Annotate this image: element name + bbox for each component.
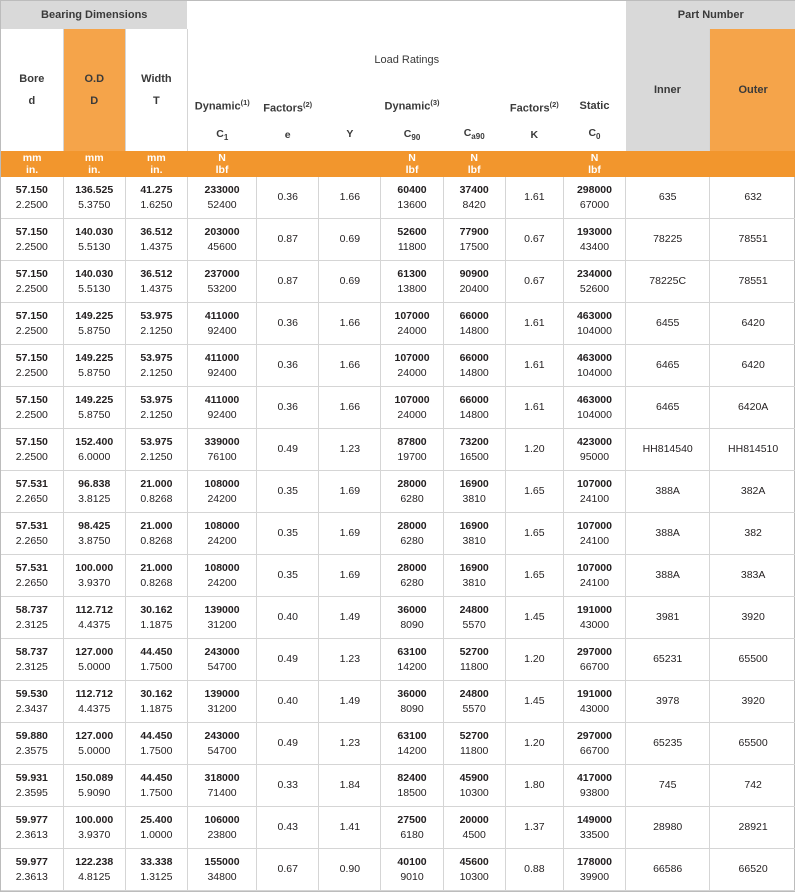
col-header-outer-line1: Outer (738, 84, 768, 96)
cell: 0.40 (257, 597, 319, 639)
label-dynamic-c90: Dynamic (384, 100, 431, 113)
cell: 41.275 1.6250 (125, 177, 187, 219)
cell: 73200 16500 (443, 429, 505, 471)
cell: 53.975 2.1250 (125, 345, 187, 387)
cell: 59.931 2.3595 (1, 765, 63, 807)
cell: 66520 (710, 849, 795, 891)
cell: 107000 24000 (381, 303, 443, 345)
units-c1-n: N (218, 151, 226, 164)
cell: 745 (626, 765, 710, 807)
cell: 383A (710, 555, 795, 597)
cell: 21.000 0.8268 (125, 555, 187, 597)
cell: 25.400 1.0000 (125, 807, 187, 849)
units-k (505, 151, 563, 177)
col-header-bore (1, 29, 63, 151)
units-ca90-n: N (470, 151, 478, 164)
cell: 382A (710, 471, 795, 513)
cell: 30.162 1.1875 (125, 681, 187, 723)
group-bearing-dimensions: Bearing Dimensions (1, 1, 187, 29)
table-row (1, 387, 795, 429)
cell: 100.000 3.9370 (63, 555, 125, 597)
col-header-k: Factors$^{(2)}$ K (505, 91, 563, 151)
cell: 122.238 4.8125 (63, 849, 125, 891)
cell: 27500 6180 (381, 807, 443, 849)
cell: 0.67 (505, 261, 563, 303)
units-c90-n: N (408, 151, 416, 164)
cell: 1.61 (505, 303, 563, 345)
cell: 1.49 (319, 597, 381, 639)
cell: 1.69 (319, 555, 381, 597)
cell: 57.150 2.2500 (1, 345, 63, 387)
units-c1 (187, 151, 256, 177)
cell: 0.49 (257, 639, 319, 681)
table-row (1, 429, 795, 471)
cell: 106000 23800 (187, 807, 256, 849)
units-c1-lbf: lbf (215, 164, 229, 176)
cell: 1.49 (319, 681, 381, 723)
units-y (319, 151, 381, 177)
cell: 16900 3810 (443, 471, 505, 513)
cell: 28000 6280 (381, 471, 443, 513)
cell: 417000 93800 (563, 765, 625, 807)
cell: 82400 18500 (381, 765, 443, 807)
cell: 6420 (710, 303, 795, 345)
cell: 0.69 (319, 261, 381, 303)
cell: 107000 24000 (381, 345, 443, 387)
cell: 1.80 (505, 765, 563, 807)
cell: 45900 10300 (443, 765, 505, 807)
cell: 388A (626, 471, 710, 513)
spacer-outer (710, 29, 795, 151)
col-header-width (126, 29, 187, 151)
cell: 65231 (626, 639, 710, 681)
table-row (1, 177, 795, 219)
cell: 0.49 (257, 723, 319, 765)
cell: 178000 39900 (563, 849, 625, 891)
cell: 66000 14800 (443, 387, 505, 429)
cell: 28980 (626, 807, 710, 849)
cell: 339000 76100 (187, 429, 256, 471)
sup-factors-2: (2) (549, 99, 559, 109)
cell: 6455 (626, 303, 710, 345)
cell: 36.512 1.4375 (125, 219, 187, 261)
cell: 57.150 2.2500 (1, 303, 63, 345)
cell: 243000 54700 (187, 639, 256, 681)
cell: 16900 3810 (443, 555, 505, 597)
cell: 37400 8420 (443, 177, 505, 219)
cell: 1.65 (505, 555, 563, 597)
cell: 28921 (710, 807, 795, 849)
cell: 107000 24100 (563, 555, 625, 597)
table-row (1, 807, 795, 849)
table-body (1, 177, 795, 891)
table-row (1, 513, 795, 555)
col-header-bore-line2: d (28, 95, 36, 107)
cell: 77900 17500 (443, 219, 505, 261)
cell: 152.400 6.0000 (63, 429, 125, 471)
cell: 57.531 2.2650 (1, 471, 63, 513)
cell: 107000 24000 (381, 387, 443, 429)
cell: 59.880 2.3575 (1, 723, 63, 765)
col-header-width-line1: Width (141, 73, 172, 85)
header-loadratings-row (1, 29, 795, 91)
col-header-width-line2: T (153, 95, 160, 107)
cell: 100.000 3.9370 (63, 807, 125, 849)
cell: 3981 (626, 597, 710, 639)
cell: 112.712 4.4375 (63, 681, 125, 723)
cell: 96.838 3.8125 (63, 471, 125, 513)
cell: 59.977 2.3613 (1, 849, 63, 891)
cell: 1.65 (505, 471, 563, 513)
cell: 233000 52400 (187, 177, 256, 219)
cell: 78225 (626, 219, 710, 261)
cell: 52700 11800 (443, 639, 505, 681)
table-row (1, 681, 795, 723)
cell: 1.69 (319, 513, 381, 555)
table-row (1, 555, 795, 597)
label-dynamic-c1: Dynamic (194, 100, 241, 113)
cell: 16900 3810 (443, 513, 505, 555)
cell: 318000 71400 (187, 765, 256, 807)
cell: 6465 (626, 387, 710, 429)
cell: 65500 (710, 723, 795, 765)
cell: 0.69 (319, 219, 381, 261)
cell: 382 (710, 513, 795, 555)
cell: 149.225 5.8750 (63, 387, 125, 429)
col-header-inner-line1: Inner (653, 84, 681, 96)
cell: 66000 14800 (443, 303, 505, 345)
cell: HH814540 (626, 429, 710, 471)
table-row (1, 849, 795, 891)
cell: 635 (626, 177, 710, 219)
cell: 63100 14200 (381, 639, 443, 681)
cell: 1.61 (505, 177, 563, 219)
cell: 53.975 2.1250 (125, 387, 187, 429)
cell: 59.977 2.3613 (1, 807, 63, 849)
cell: 78225C (626, 261, 710, 303)
cell: 65500 (710, 639, 795, 681)
table-row (1, 303, 795, 345)
cell: 44.450 1.7500 (125, 723, 187, 765)
cell: 45600 10300 (443, 849, 505, 891)
cell: 78551 (710, 219, 795, 261)
cell: 57.150 2.2500 (1, 219, 63, 261)
units-bore-mm: mm (22, 151, 42, 164)
col-header-ca90: $C_{a90}$ (443, 91, 505, 151)
cell: 57.150 2.2500 (1, 429, 63, 471)
cell: 127.000 5.0000 (63, 639, 125, 681)
cell: 58.737 2.3125 (1, 639, 63, 681)
group-part-number: Part Number (626, 1, 795, 29)
units-od-mm: mm (84, 151, 104, 164)
units-od-in: in. (88, 164, 101, 176)
units-bore-in: in. (25, 164, 39, 176)
cell: 742 (710, 765, 795, 807)
cell: 57.150 2.2500 (1, 177, 63, 219)
cell: 6420 (710, 345, 795, 387)
cell: 24800 5570 (443, 681, 505, 723)
cell: 0.33 (257, 765, 319, 807)
cell: 234000 52600 (563, 261, 625, 303)
cell: 0.43 (257, 807, 319, 849)
sup-c90: (3) (430, 98, 440, 108)
cell: 388A (626, 555, 710, 597)
cell: 98.425 3.8750 (63, 513, 125, 555)
sup-factors-1: (2) (303, 99, 313, 109)
cell: 191000 43000 (563, 681, 625, 723)
cell: 36000 8090 (381, 597, 443, 639)
col-header-c90: Dynamic$^{(3)}$ $C_{90}$ (381, 91, 443, 151)
cell: 53.975 2.1250 (125, 303, 187, 345)
cell: 411000 92400 (187, 387, 256, 429)
cell: 78551 (710, 261, 795, 303)
cell: 1.23 (319, 429, 381, 471)
cell: 411000 92400 (187, 345, 256, 387)
cell: 61300 13800 (381, 261, 443, 303)
cell: 30.162 1.1875 (125, 597, 187, 639)
cell: 0.35 (257, 513, 319, 555)
cell: 1.45 (505, 597, 563, 639)
cell: 87800 19700 (381, 429, 443, 471)
cell: 0.88 (505, 849, 563, 891)
cell: 3978 (626, 681, 710, 723)
cell: 112.712 4.4375 (63, 597, 125, 639)
cell: 1.23 (319, 723, 381, 765)
cell: 0.36 (257, 303, 319, 345)
units-c90 (381, 151, 443, 177)
cell: 40100 9010 (381, 849, 443, 891)
table-row (1, 219, 795, 261)
cell: 632 (710, 177, 795, 219)
cell: 1.66 (319, 177, 381, 219)
cell: 149.225 5.8750 (63, 303, 125, 345)
cell: 150.089 5.9090 (63, 765, 125, 807)
units-c90-lbf: lbf (405, 164, 419, 176)
cell: 0.90 (319, 849, 381, 891)
cell: 140.030 5.5130 (63, 261, 125, 303)
spacer-od (63, 29, 125, 151)
table-row (1, 597, 795, 639)
group-load-ratings-spacer (187, 1, 625, 29)
units-ca90-lbf: lbf (467, 164, 481, 176)
spacer-inner (626, 29, 710, 151)
cell: 1.37 (505, 807, 563, 849)
cell: 52700 11800 (443, 723, 505, 765)
cell: 21.000 0.8268 (125, 513, 187, 555)
cell: 155000 34800 (187, 849, 256, 891)
cell: 3920 (710, 597, 795, 639)
cell: 1.20 (505, 723, 563, 765)
table-row (1, 261, 795, 303)
col-header-e: Factors$^{(2)}$ e (257, 91, 319, 151)
cell: 28000 6280 (381, 555, 443, 597)
col-header-c0: Static $C_0$ (563, 91, 625, 151)
label-static: Static (579, 100, 610, 113)
cell: 411000 92400 (187, 303, 256, 345)
cell: 107000 24100 (563, 471, 625, 513)
cell: 1.20 (505, 429, 563, 471)
cell: 237000 53200 (187, 261, 256, 303)
load-ratings-title: Load Ratings (187, 29, 625, 91)
cell: 297000 66700 (563, 723, 625, 765)
col-header-bore-line1: Bore (19, 73, 45, 85)
cell: 36.512 1.4375 (125, 261, 187, 303)
spacer-bore (1, 29, 63, 151)
cell: 1.84 (319, 765, 381, 807)
cell: 139000 31200 (187, 681, 256, 723)
cell: 463000 104000 (563, 387, 625, 429)
col-header-od-line2: D (90, 95, 99, 107)
cell: 66000 14800 (443, 345, 505, 387)
cell: 20000 4500 (443, 807, 505, 849)
cell: 149000 33500 (563, 807, 625, 849)
cell: 0.36 (257, 345, 319, 387)
units-width-in: in. (150, 164, 163, 176)
col-header-y: Y (319, 91, 381, 151)
col-header-c1: Dynamic$^{(1)}$ $C_1$ (187, 91, 256, 151)
cell: 58.737 2.3125 (1, 597, 63, 639)
cell: 107000 24100 (563, 513, 625, 555)
cell: 65235 (626, 723, 710, 765)
table-row (1, 471, 795, 513)
cell: 243000 54700 (187, 723, 256, 765)
cell: 0.36 (257, 177, 319, 219)
units-outer (710, 151, 795, 177)
cell: 108000 24200 (187, 471, 256, 513)
cell: 1.65 (505, 513, 563, 555)
cell: 297000 66700 (563, 639, 625, 681)
cell: 136.525 5.3750 (63, 177, 125, 219)
cell: 57.150 2.2500 (1, 387, 63, 429)
cell: 60400 13600 (381, 177, 443, 219)
cell: 108000 24200 (187, 513, 256, 555)
cell: 6420A (710, 387, 795, 429)
cell: 1.61 (505, 345, 563, 387)
cell: 44.450 1.7500 (125, 765, 187, 807)
cell: 36000 8090 (381, 681, 443, 723)
cell: 1.66 (319, 303, 381, 345)
cell: 66586 (626, 849, 710, 891)
cell: 1.66 (319, 387, 381, 429)
cell: 0.87 (257, 219, 319, 261)
table-row (1, 723, 795, 765)
cell: 57.531 2.2650 (1, 555, 63, 597)
col-header-inner (626, 29, 710, 151)
units-bore (1, 151, 63, 177)
cell: 423000 95000 (563, 429, 625, 471)
sup-c1: (1) (240, 98, 250, 108)
spacer-width (125, 29, 187, 151)
cell: 127.000 5.0000 (63, 723, 125, 765)
label-factors-1: Factors (263, 102, 303, 115)
cell: 298000 67000 (563, 177, 625, 219)
cell: 57.531 2.2650 (1, 513, 63, 555)
cell: 59.530 2.3437 (1, 681, 63, 723)
units-c0 (563, 151, 625, 177)
cell: 0.67 (505, 219, 563, 261)
cell: 53.975 2.1250 (125, 429, 187, 471)
table-row (1, 765, 795, 807)
cell: 108000 24200 (187, 555, 256, 597)
cell: 149.225 5.8750 (63, 345, 125, 387)
label-factors-2: Factors (509, 102, 550, 115)
cell: 140.030 5.5130 (63, 219, 125, 261)
units-width-mm: mm (147, 151, 166, 164)
cell: 0.35 (257, 555, 319, 597)
cell: 1.66 (319, 345, 381, 387)
cell: 28000 6280 (381, 513, 443, 555)
table-row (1, 345, 795, 387)
cell: 33.338 1.3125 (125, 849, 187, 891)
cell: 52600 11800 (381, 219, 443, 261)
cell: 0.67 (257, 849, 319, 891)
cell: 0.87 (257, 261, 319, 303)
cell: 1.23 (319, 639, 381, 681)
cell: 21.000 0.8268 (125, 471, 187, 513)
cell: 1.69 (319, 471, 381, 513)
cell: 57.150 2.2500 (1, 261, 63, 303)
cell: 388A (626, 513, 710, 555)
cell: 0.49 (257, 429, 319, 471)
cell: 90900 20400 (443, 261, 505, 303)
units-c0-n: N (590, 151, 599, 164)
cell: 63100 14200 (381, 723, 443, 765)
cell: 6465 (626, 345, 710, 387)
units-width (125, 151, 187, 177)
cell: 24800 5570 (443, 597, 505, 639)
units-c0-lbf: lbf (588, 164, 601, 176)
cell: 193000 43400 (563, 219, 625, 261)
header-group-row (1, 1, 795, 29)
cell: 0.36 (257, 387, 319, 429)
cell: 1.20 (505, 639, 563, 681)
units-inner (626, 151, 710, 177)
cell: 203000 45600 (187, 219, 256, 261)
cell: 44.450 1.7500 (125, 639, 187, 681)
col-header-outer (710, 29, 795, 151)
header-units-row (1, 151, 795, 177)
cell: HH814510 (710, 429, 795, 471)
cell: 191000 43000 (563, 597, 625, 639)
col-header-od (64, 29, 125, 151)
cell: 0.35 (257, 471, 319, 513)
cell: 1.45 (505, 681, 563, 723)
col-header-od-line1: O.D (84, 73, 105, 85)
cell: 0.40 (257, 681, 319, 723)
cell: 1.41 (319, 807, 381, 849)
units-e (257, 151, 319, 177)
units-od (63, 151, 125, 177)
bearing-spec-table (1, 1, 795, 891)
table-row (1, 639, 795, 681)
cell: 463000 104000 (563, 303, 625, 345)
cell: 3920 (710, 681, 795, 723)
units-ca90 (443, 151, 505, 177)
cell: 463000 104000 (563, 345, 625, 387)
cell: 1.61 (505, 387, 563, 429)
cell: 139000 31200 (187, 597, 256, 639)
